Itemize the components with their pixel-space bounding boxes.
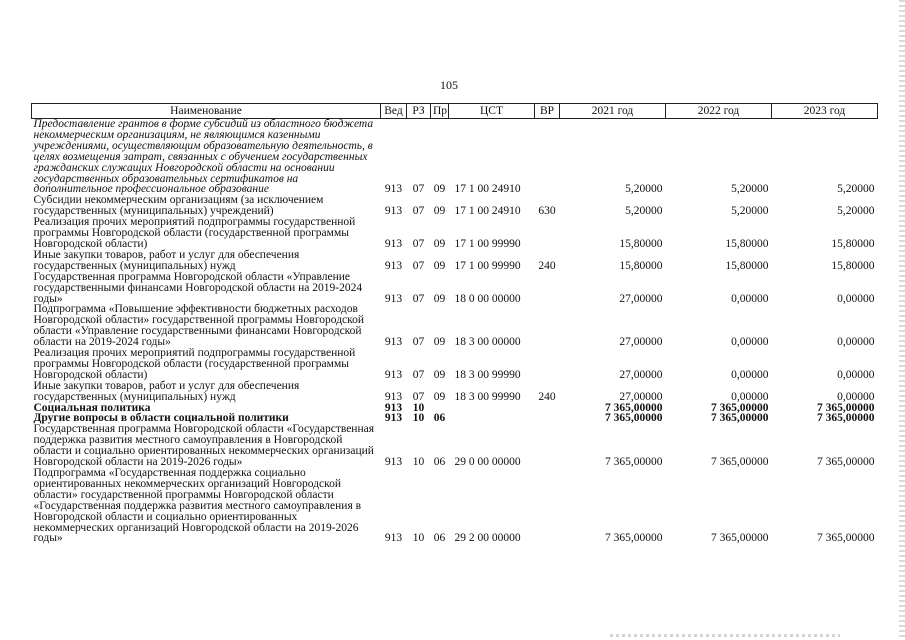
cell-name: Социальная политика	[33, 401, 151, 414]
cell-pr: 06	[433, 412, 446, 425]
cell-ved: 913	[384, 412, 403, 425]
cell-vr	[535, 468, 560, 544]
cell-ved: 913	[384, 401, 403, 414]
cell-2021: 7 365,00000	[605, 401, 663, 414]
header-rz: РЗ	[407, 104, 431, 119]
cell-pr: 09	[433, 205, 446, 218]
cell-vr	[535, 217, 560, 250]
cell-2022: 0,00000	[731, 292, 769, 305]
cell-pr: 06	[433, 456, 446, 469]
cell-vr: 240	[538, 390, 556, 403]
cell-2022: 0,00000	[731, 336, 769, 349]
cell-ved: 913	[384, 336, 403, 349]
cell-name-text: Предоставление грантов в форме субсидий из областного бюджета некоммерческим организациям, не являющимся казенными учреждениями, осуществляющим образовательную деятельность, в целях возмещения затрат, связанных с обучением государственных гражданских служащих Новгородской области на основании государственных образовательных сертификатов на дополнительное профессиональное образование	[33, 118, 374, 196]
cell-2022: 7 365,00000	[711, 456, 769, 469]
cell-ved: 913	[384, 183, 403, 196]
cell-2022: 15,80000	[725, 237, 769, 250]
cell-ved: 913	[384, 292, 403, 305]
cell-2023: 7 365,00000	[817, 401, 875, 414]
cell-2021: 27,00000	[619, 368, 663, 381]
cell-2022: 5,20000	[731, 183, 769, 196]
cell-ved: 913	[384, 456, 403, 469]
cell-name: Субсидии некоммерческим организациям (за исключением государственных (муниципальных) учреждений)	[33, 194, 324, 218]
cell-name: Подпрограмма «Повышение эффективности бюджетных расходов Новгородской области» государственной программы Новгородской области «Управление государственными финансами Новгородской области на 2019-2024 годы»	[33, 303, 365, 349]
cell-pr: 09	[433, 292, 446, 305]
cell-cst: 29 2 00 00000	[454, 532, 521, 545]
cell-2023: 7 365,00000	[817, 532, 875, 545]
cell-2021: 15,80000	[619, 237, 663, 250]
cell-ved: 913	[384, 237, 403, 250]
cell-2023: 15,80000	[831, 259, 875, 272]
cell-name: Иные закупки товаров, работ и услуг для обеспечения государственных (муниципальных) нужд	[33, 379, 300, 403]
table-row	[32, 304, 878, 348]
cell-rz: 10	[412, 412, 425, 425]
cell-cst: 29 0 00 00000	[454, 456, 521, 469]
cell-2021: 15,80000	[619, 259, 663, 272]
table-header-row	[32, 104, 878, 119]
cell-name: Государственная программа Новгородской области «Государственная поддержка развития местного самоуправления в Новгородской области и социально ориентированных некоммерческих организаций Новгородской области на 2019-2026 годы»	[33, 423, 375, 469]
cell-rz: 10	[412, 532, 425, 545]
header-ved: Вед	[381, 104, 407, 119]
cell-pr: 09	[433, 390, 446, 403]
cell-2021: 7 365,00000	[605, 532, 663, 545]
table-row	[32, 424, 878, 468]
cell-pr: 09	[433, 259, 446, 272]
cell-pr: 09	[433, 237, 446, 250]
header-cst: ЦСТ	[449, 104, 535, 119]
cell-rz: 07	[412, 259, 425, 272]
cell-2022: 7 365,00000	[711, 401, 769, 414]
cell-rz: 07	[412, 205, 425, 218]
cell-name: Подпрограмма «Государственная поддержка социально ориентированных некоммерческих организаций Новгородской области» государственной программы Новгородской области «Государственная поддержка развития местного самоуправления в Новгородской области и социально ориентированных некоммерческих организаций Новгородской области на 2019-2026 годы»	[33, 467, 362, 545]
cell-ved: 913	[384, 390, 403, 403]
cell-ved: 913	[384, 368, 403, 381]
header-pr: Пр	[431, 104, 449, 119]
table-row	[32, 250, 878, 272]
cell-2023: 0,00000	[837, 368, 875, 381]
cell-rz: 07	[412, 336, 425, 349]
cell-ved: 913	[384, 532, 403, 545]
cell-2021: 7 365,00000	[605, 456, 663, 469]
cell-vr	[535, 304, 560, 348]
cell-name: Иные закупки товаров, работ и услуг для обеспечения государственных (муниципальных) нужд	[33, 248, 300, 272]
cell-cst: 18 3 00 99990	[454, 390, 521, 403]
page-number: 105	[440, 78, 458, 92]
cell-vr	[535, 272, 560, 305]
cell-2023: 7 365,00000	[817, 456, 875, 469]
cell-rz: 07	[412, 237, 425, 250]
header-name: Наименование	[32, 104, 381, 119]
cell-cst: 18 3 00 00000	[454, 336, 521, 349]
cell-2021: 7 365,00000	[605, 412, 663, 425]
cell-2022: 7 365,00000	[711, 412, 769, 425]
cell-name: Реализация прочих мероприятий подпрограммы государственной программы Новгородской области (государственной программы Новгородской области)	[33, 347, 356, 381]
cell-2023: 5,20000	[837, 183, 875, 196]
cell-2023: 5,20000	[837, 205, 875, 218]
table-body	[32, 119, 878, 545]
cell-cst: 18 0 00 00000	[454, 292, 521, 305]
cell-ved: 913	[384, 259, 403, 272]
cell-cst: 18 3 00 99990	[454, 368, 521, 381]
cell-cst	[449, 413, 535, 424]
header-2022: 2022 год	[666, 104, 772, 119]
cell-ved: 913	[384, 205, 403, 218]
cell-rz: 07	[412, 368, 425, 381]
cell-vr	[535, 424, 560, 468]
scan-footer-noise	[610, 634, 840, 637]
budget-table	[31, 103, 878, 544]
cell-rz: 07	[412, 390, 425, 403]
cell-cst	[449, 403, 535, 414]
cell-rz: 07	[412, 292, 425, 305]
cell-2021: 5,20000	[625, 205, 663, 218]
cell-cst: 17 1 00 99990	[454, 259, 521, 272]
cell-2023: 7 365,00000	[817, 412, 875, 425]
cell-cst: 17 1 00 24910	[454, 183, 521, 196]
cell-name: Другие вопросы в области социальной политики	[33, 412, 289, 425]
cell-2023: 15,80000	[831, 237, 875, 250]
cell-vr	[535, 348, 560, 381]
header-vr: ВР	[535, 104, 560, 119]
cell-2021: 5,20000	[625, 183, 663, 196]
table-row	[32, 119, 878, 196]
cell-pr: 09	[433, 336, 446, 349]
table-row	[32, 272, 878, 305]
table-row	[32, 348, 878, 381]
header-2021: 2021 год	[560, 104, 666, 119]
cell-name: Реализация прочих мероприятий подпрограммы государственной программы Новгородской области (государственной программы Новгородской области)	[33, 216, 356, 250]
table-row	[32, 195, 878, 217]
cell-pr: 06	[433, 532, 446, 545]
cell-vr: 630	[538, 205, 556, 218]
cell-2022: 0,00000	[731, 368, 769, 381]
cell-pr: 09	[433, 183, 446, 196]
cell-rz: 10	[412, 401, 425, 414]
cell-cst: 17 1 00 99990	[454, 237, 521, 250]
table-row	[32, 217, 878, 250]
cell-name	[32, 119, 381, 196]
cell-2021: 27,00000	[619, 292, 663, 305]
cell-2023: 0,00000	[837, 336, 875, 349]
table-row	[32, 381, 878, 403]
cell-vr	[535, 403, 560, 414]
table-row	[32, 468, 878, 544]
cell-2023: 0,00000	[837, 390, 875, 403]
cell-vr	[535, 413, 560, 424]
cell-2021: 27,00000	[619, 336, 663, 349]
cell-2022: 5,20000	[731, 205, 769, 218]
cell-2023: 0,00000	[837, 292, 875, 305]
cell-2021: 27,00000	[619, 390, 663, 403]
cell-2022: 15,80000	[725, 259, 769, 272]
cell-name: Государственная программа Новгородской области «Управление государственными финансами Новгородской области на 2019-2024 годы»	[33, 270, 363, 305]
cell-2022: 0,00000	[731, 390, 769, 403]
cell-vr	[535, 119, 560, 196]
header-2023: 2023 год	[772, 104, 878, 119]
cell-rz: 07	[412, 183, 425, 196]
cell-vr: 240	[538, 259, 556, 272]
cell-rz: 10	[412, 456, 425, 469]
cell-cst: 17 1 00 24910	[454, 205, 521, 218]
scan-edge-noise	[899, 0, 905, 640]
cell-2022: 7 365,00000	[711, 532, 769, 545]
cell-pr: 09	[433, 368, 446, 381]
